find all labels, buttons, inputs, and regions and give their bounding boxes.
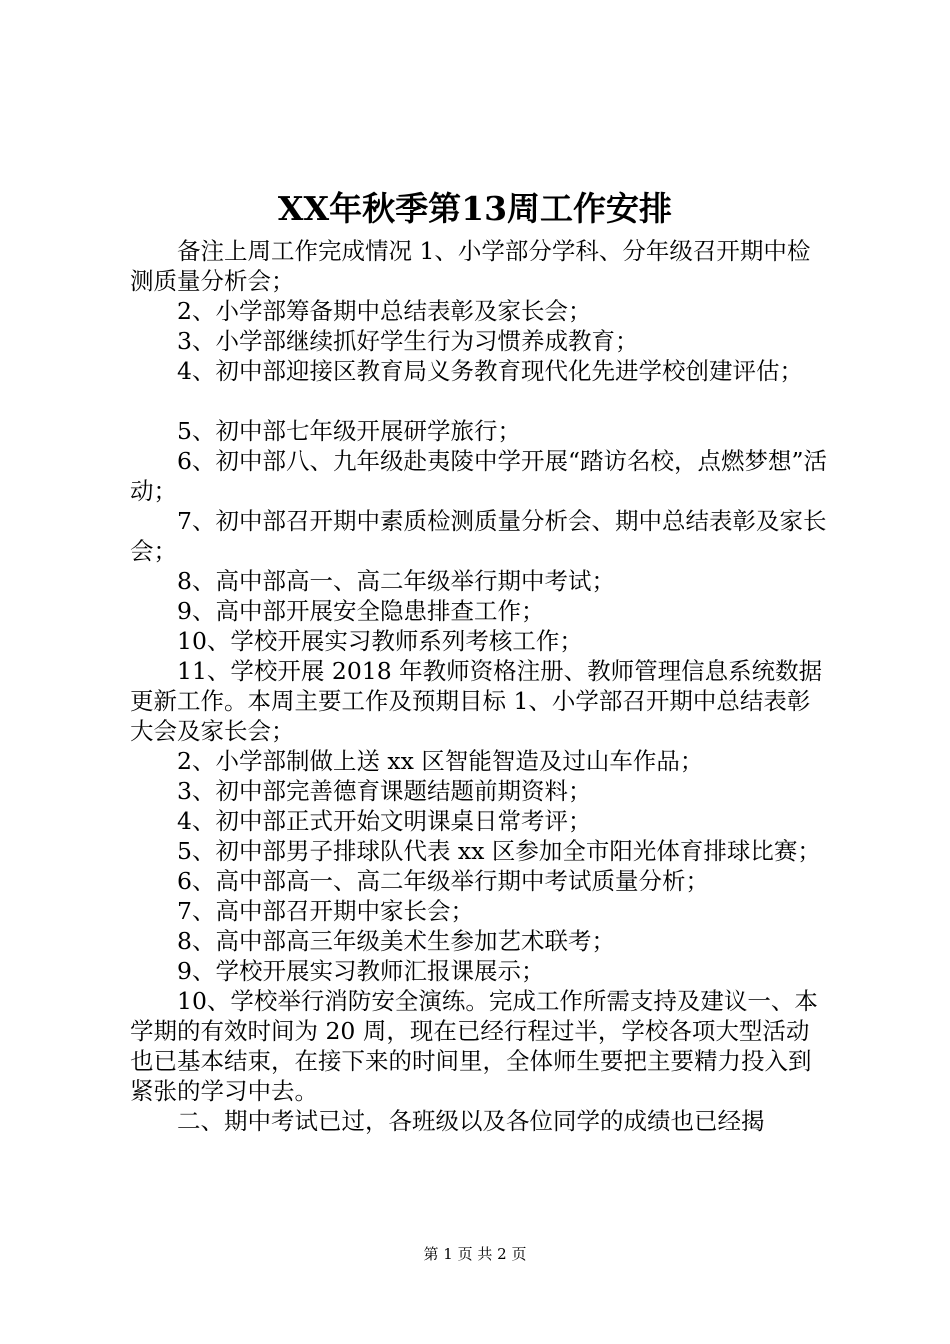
paragraph: 4、初中部正式开始文明课桌日常考评；: [177, 807, 592, 835]
document-body: [130, 236, 830, 1136]
paragraph: 2、小学部筹备期中总结表彰及家长会；: [177, 297, 592, 325]
paragraph: 11、学校开展 2018 年教师资格注册、教师管理信息系统数据更新工作。本周主要工作及预期目标 1、小学部召开期中总结表彰大会及家长会；: [130, 657, 823, 745]
paragraph: 3、小学部继续抓好学生行为习惯养成教育；: [177, 327, 639, 355]
paragraph: 4、初中部迎接区教育局义务教育现代化先进学校创建评估；: [177, 357, 803, 385]
page-number-footer: 第 1 页 共 2 页: [423, 1245, 527, 1263]
paragraph: 2、小学部制做上送 xx 区智能智造及过山车作品；: [177, 747, 704, 775]
paragraph: 3、初中部完善德育课题结题前期资料；: [177, 777, 592, 805]
paragraph: 二、期中考试已过，各班级以及各位同学的成绩也已经揭: [177, 1107, 765, 1135]
paragraph: 5、初中部男子排球队代表 xx 区参加全市阳光体育排球比赛；: [177, 837, 821, 865]
paragraph: 9、高中部开展安全隐患排查工作；: [177, 597, 545, 625]
document-title: XX年秋季第13周工作安排: [277, 189, 673, 228]
paragraph: 10、学校开展实习教师系列考核工作；: [177, 627, 583, 655]
paragraph: 8、高中部高一、高二年级举行期中考试；: [177, 567, 615, 595]
paragraph: 5、初中部七年级开展研学旅行；: [177, 417, 521, 445]
paragraph: 7、高中部召开期中家长会；: [177, 897, 474, 925]
paragraph: 6、初中部八、九年级赴夷陵中学开展“踏访名校，点燃梦想”活动；: [130, 447, 827, 505]
paragraph: 10、学校举行消防安全演练。完成工作所需支持及建议一、本学期的有效时间为 20 周，现在已经行程过半，学校各项大型活动也已基本结束，在接下来的时间里，全体师生要把主要精力投入到紧张的学习中去。: [130, 987, 818, 1105]
paragraph: 6、高中部高一、高二年级举行期中考试质量分析；: [177, 867, 709, 895]
paragraph: 8、高中部高三年级美术生参加艺术联考；: [177, 927, 615, 955]
paragraph: 备注上周工作完成情况 1、小学部分学科、分年级召开期中检测质量分析会；: [130, 237, 811, 295]
paragraph: 7、初中部召开期中素质检测质量分析会、期中总结表彰及家长会；: [130, 507, 827, 565]
paragraph: 9、学校开展实习教师汇报课展示；: [177, 957, 545, 985]
